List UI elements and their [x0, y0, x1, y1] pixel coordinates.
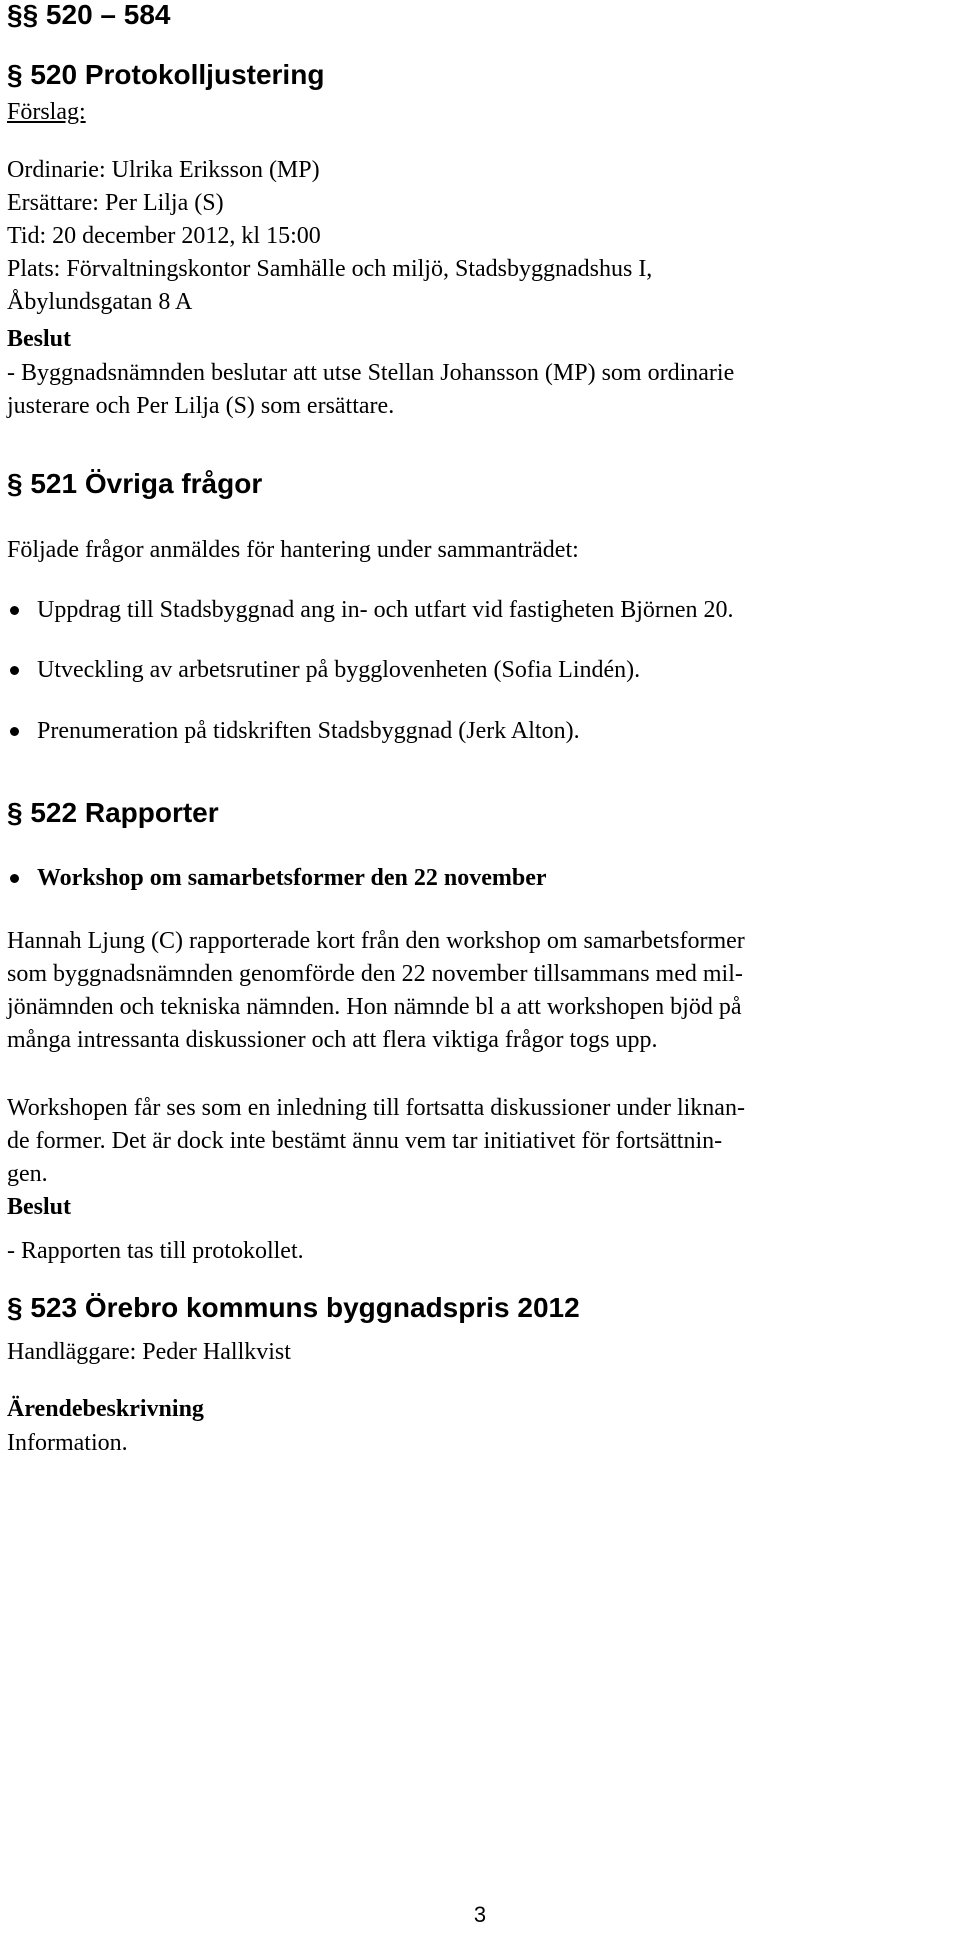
- document-range-title: §§ 520 – 584: [7, 0, 171, 30]
- list-item-text: Uppdrag till Stadsbyggnad ang in- och utfart vid fastigheten Björnen 20.: [37, 597, 734, 623]
- handlaggare-line: Handläggare: Peder Hallkvist: [7, 1339, 291, 1365]
- beslut-label: Beslut: [7, 326, 72, 352]
- list-item-text: Prenumeration på tidskriften Stadsbyggnad (Jerk Alton).: [37, 718, 580, 744]
- forslag-label: Förslag:: [7, 99, 86, 125]
- info-line: Plats: Förvaltningskontor Samhälle och miljö, Stadsbyggnadshus I,: [7, 256, 653, 282]
- list-item: [7, 654, 640, 687]
- paragraph-line: de former. Det är dock inte bestämt ännu vem tar initiativet för fortsättnin-: [7, 1128, 723, 1154]
- workshop-heading: Workshop om samarbetsformer den 22 november: [37, 865, 547, 891]
- paragraph-line: Workshopen får ses som en inledning till fortsatta diskussioner under liknan-: [7, 1095, 745, 1121]
- info-line: Tid: 20 december 2012, kl 15:00: [7, 223, 321, 249]
- section-522-heading: § 522 Rapporter: [7, 797, 219, 828]
- section-520-beslut-text: [7, 357, 953, 423]
- paragraph-line: jönämnden och tekniska nämnden. Hon nämnde bl a att workshopen bjöd på: [7, 994, 742, 1020]
- arendebeskrivning-text: Information.: [7, 1430, 128, 1456]
- bullet-icon: [10, 874, 19, 883]
- paragraph-line: som byggnadsnämnden genomförde den 22 november tillsammans med mil-: [7, 961, 743, 987]
- section-522-paragraph-2: [7, 1092, 953, 1191]
- paragraph-line: gen.: [7, 1161, 48, 1187]
- beslut-line: - Byggnadsnämnden beslutar att utse Stellan Johansson (MP) som ordinarie: [7, 360, 735, 386]
- page-number: 3: [473, 1902, 487, 1927]
- bullet-icon: [10, 727, 19, 736]
- section-522-beslut-text: - Rapporten tas till protokollet.: [7, 1238, 304, 1264]
- list-item: [7, 862, 547, 895]
- section-522-paragraph-1: [7, 925, 953, 1057]
- list-item-text: Utveckling av arbetsrutiner på bygglovenheten (Sofia Lindén).: [37, 657, 641, 683]
- info-line: Ersättare: Per Lilja (S): [7, 190, 224, 216]
- beslut-line: justerare och Per Lilja (S) som ersättare.: [7, 393, 395, 419]
- list-item: [7, 715, 580, 748]
- info-line: Ordinarie: Ulrika Eriksson (MP): [7, 157, 320, 183]
- section-520-info: [7, 154, 953, 319]
- bullet-icon: [10, 606, 19, 615]
- section-521-heading: § 521 Övriga frågor: [7, 468, 263, 499]
- list-item: [7, 594, 734, 627]
- section-523-heading: § 523 Örebro kommuns byggnadspris 2012: [7, 1292, 580, 1323]
- section-521-intro: Följade frågor anmäldes för hantering under sammanträdet:: [7, 537, 579, 563]
- section-520-heading: § 520 Protokolljustering: [7, 59, 325, 90]
- paragraph-line: många intressanta diskussioner och att flera viktiga frågor togs upp.: [7, 1027, 658, 1053]
- paragraph-line: Hannah Ljung (C) rapporterade kort från den workshop om samarbetsformer: [7, 928, 745, 954]
- info-line: Åbylundsgatan 8 A: [7, 289, 193, 315]
- bullet-icon: [10, 666, 19, 675]
- beslut-label: Beslut: [7, 1194, 72, 1220]
- arendebeskrivning-label: Ärendebeskrivning: [7, 1396, 204, 1422]
